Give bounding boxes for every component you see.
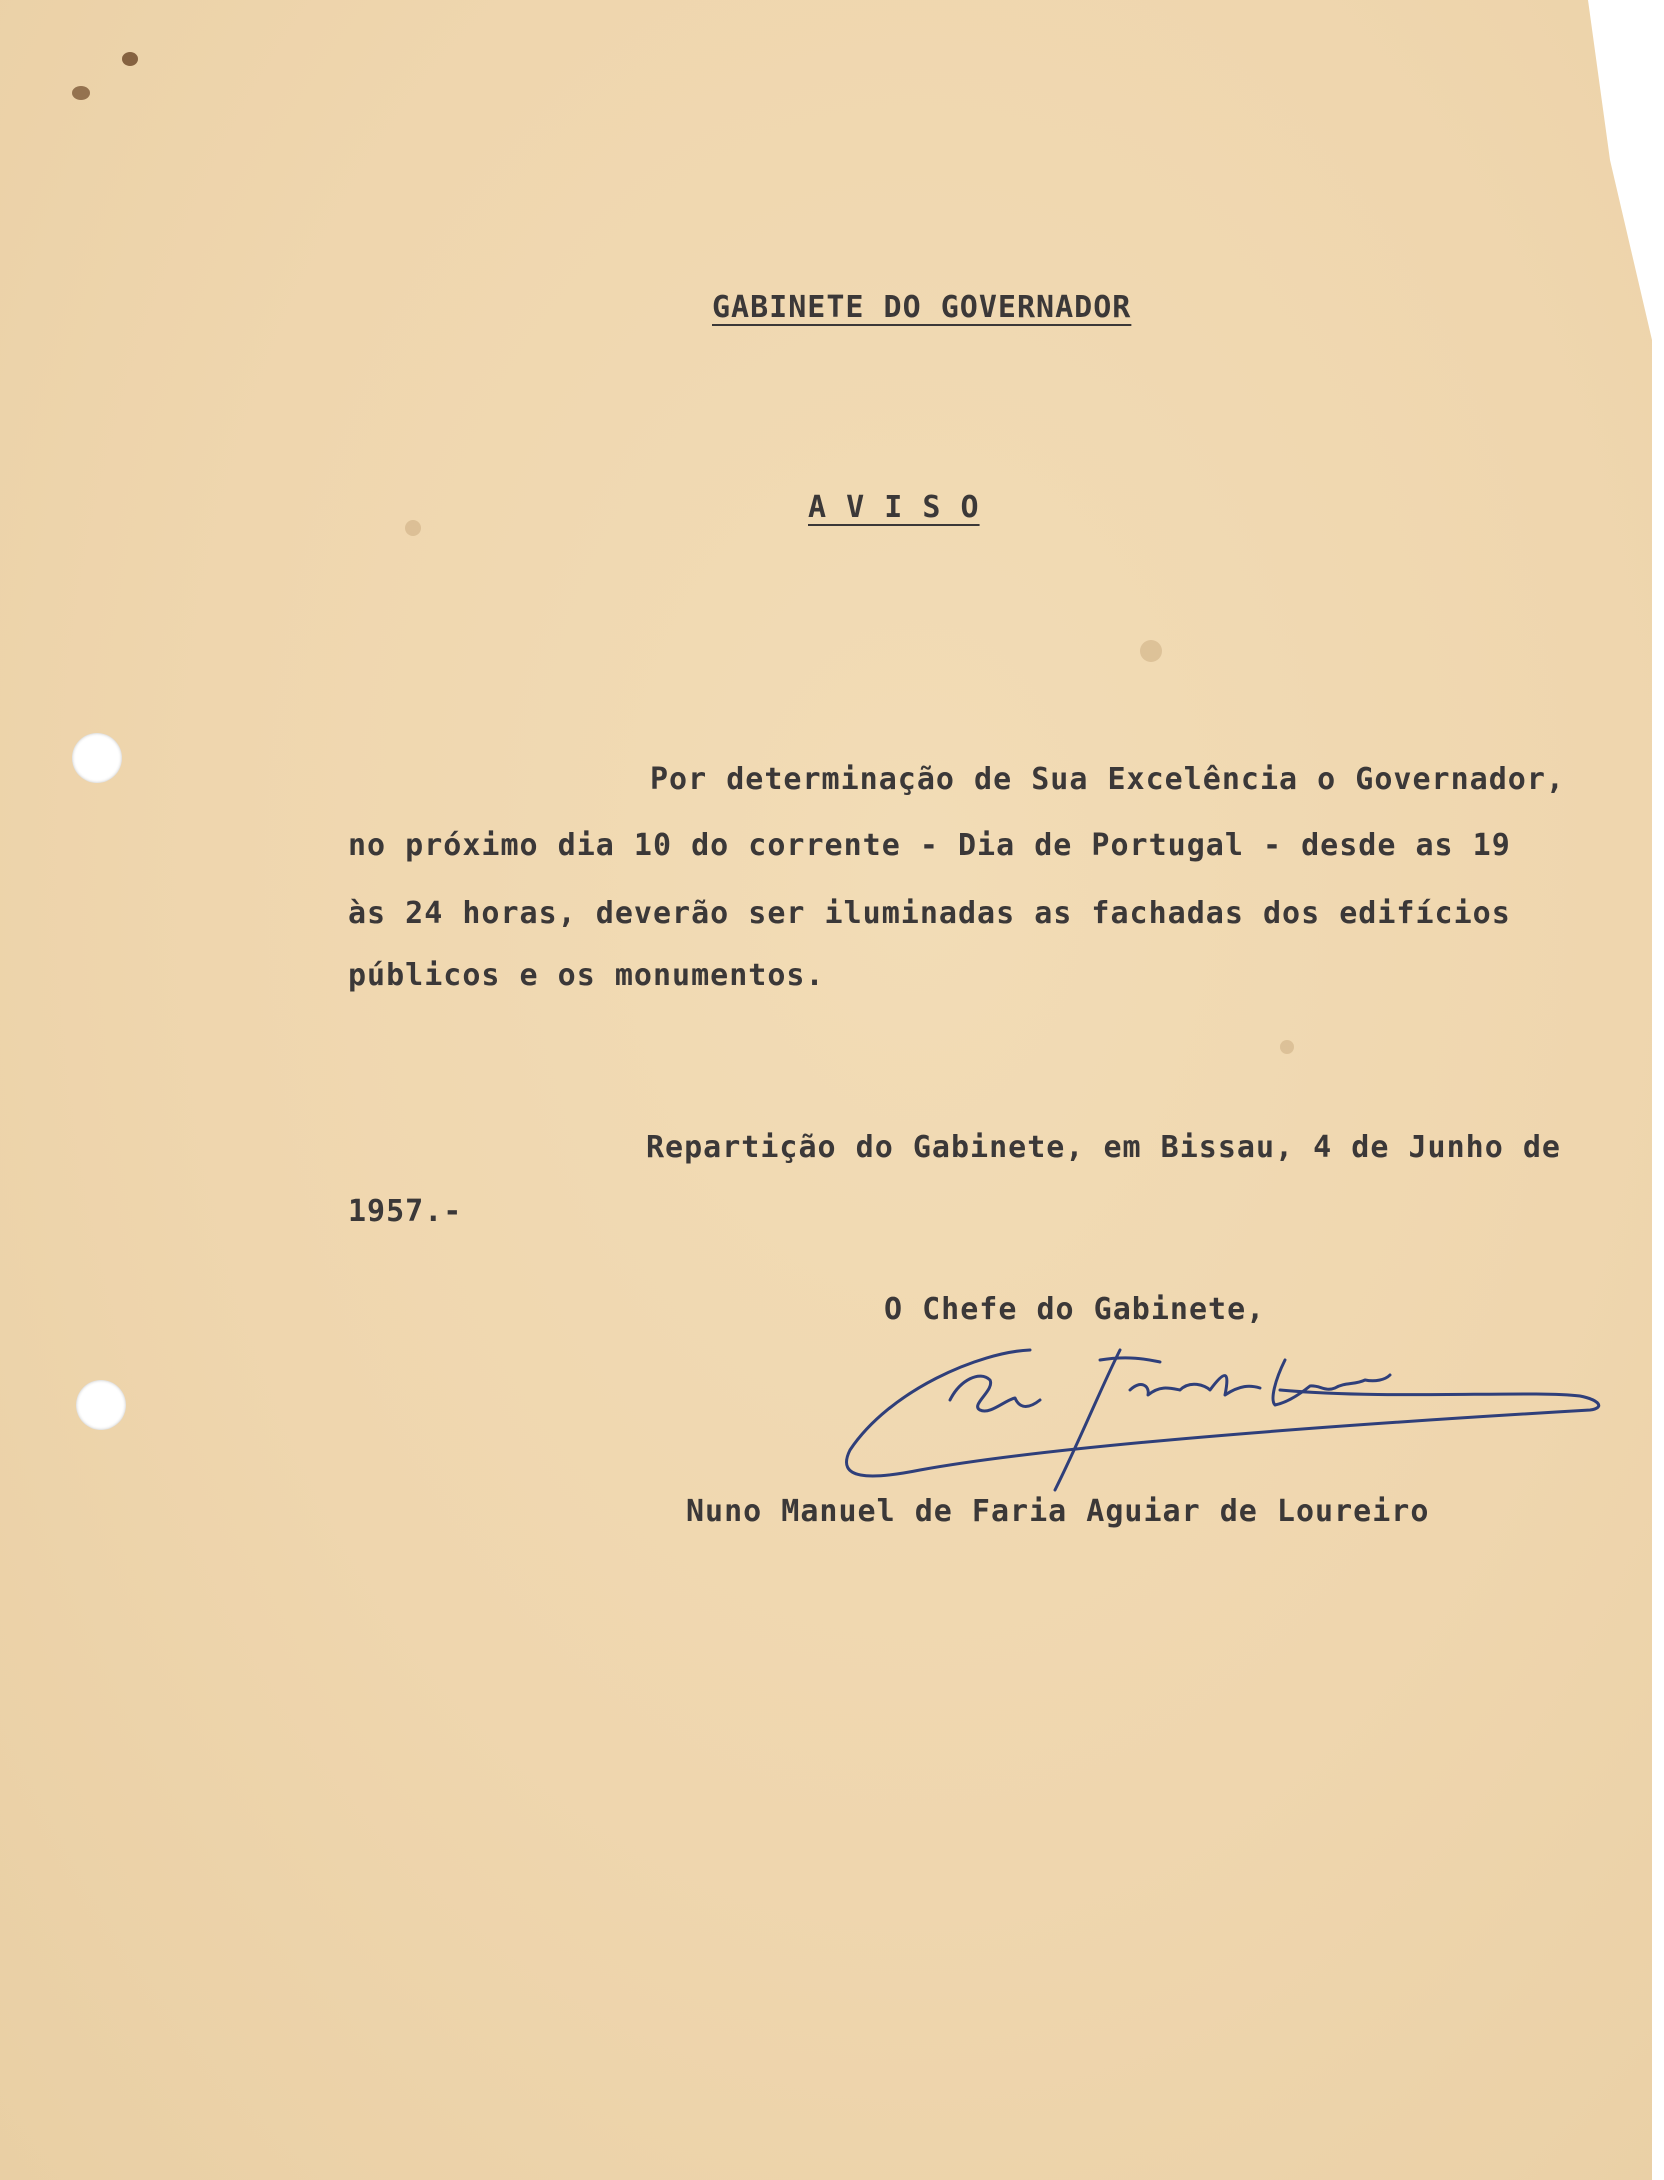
closing-line: O Chefe do Gabinete, [884, 1292, 1266, 1327]
ink-stain [122, 52, 138, 66]
place-date-line: 1957.- [348, 1194, 463, 1229]
body-line: públicos e os monumentos. [348, 958, 825, 993]
punch-hole-bottom [76, 1380, 126, 1430]
handwritten-signature [830, 1330, 1610, 1510]
paper-spot [1280, 1040, 1294, 1054]
punch-hole-top [72, 733, 122, 783]
place-date-line: Repartição do Gabinete, em Bissau, 4 de Junho de [646, 1130, 1561, 1165]
notice-title: A V I S O [808, 490, 980, 525]
office-header: GABINETE DO GOVERNADOR [712, 290, 1132, 325]
body-line: às 24 horas, deverão ser iluminadas as fachadas dos edifícios [348, 896, 1511, 931]
signatory-name: Nuno Manuel de Faria Aguiar de Loureiro [686, 1494, 1430, 1529]
ink-stain [72, 86, 90, 100]
body-line: Por determinação de Sua Excelência o Governador, [650, 762, 1565, 797]
body-line: no próximo dia 10 do corrente - Dia de Portugal - desde as 19 [348, 828, 1511, 863]
paper-spot [405, 520, 421, 536]
paper-spot [1140, 640, 1162, 662]
